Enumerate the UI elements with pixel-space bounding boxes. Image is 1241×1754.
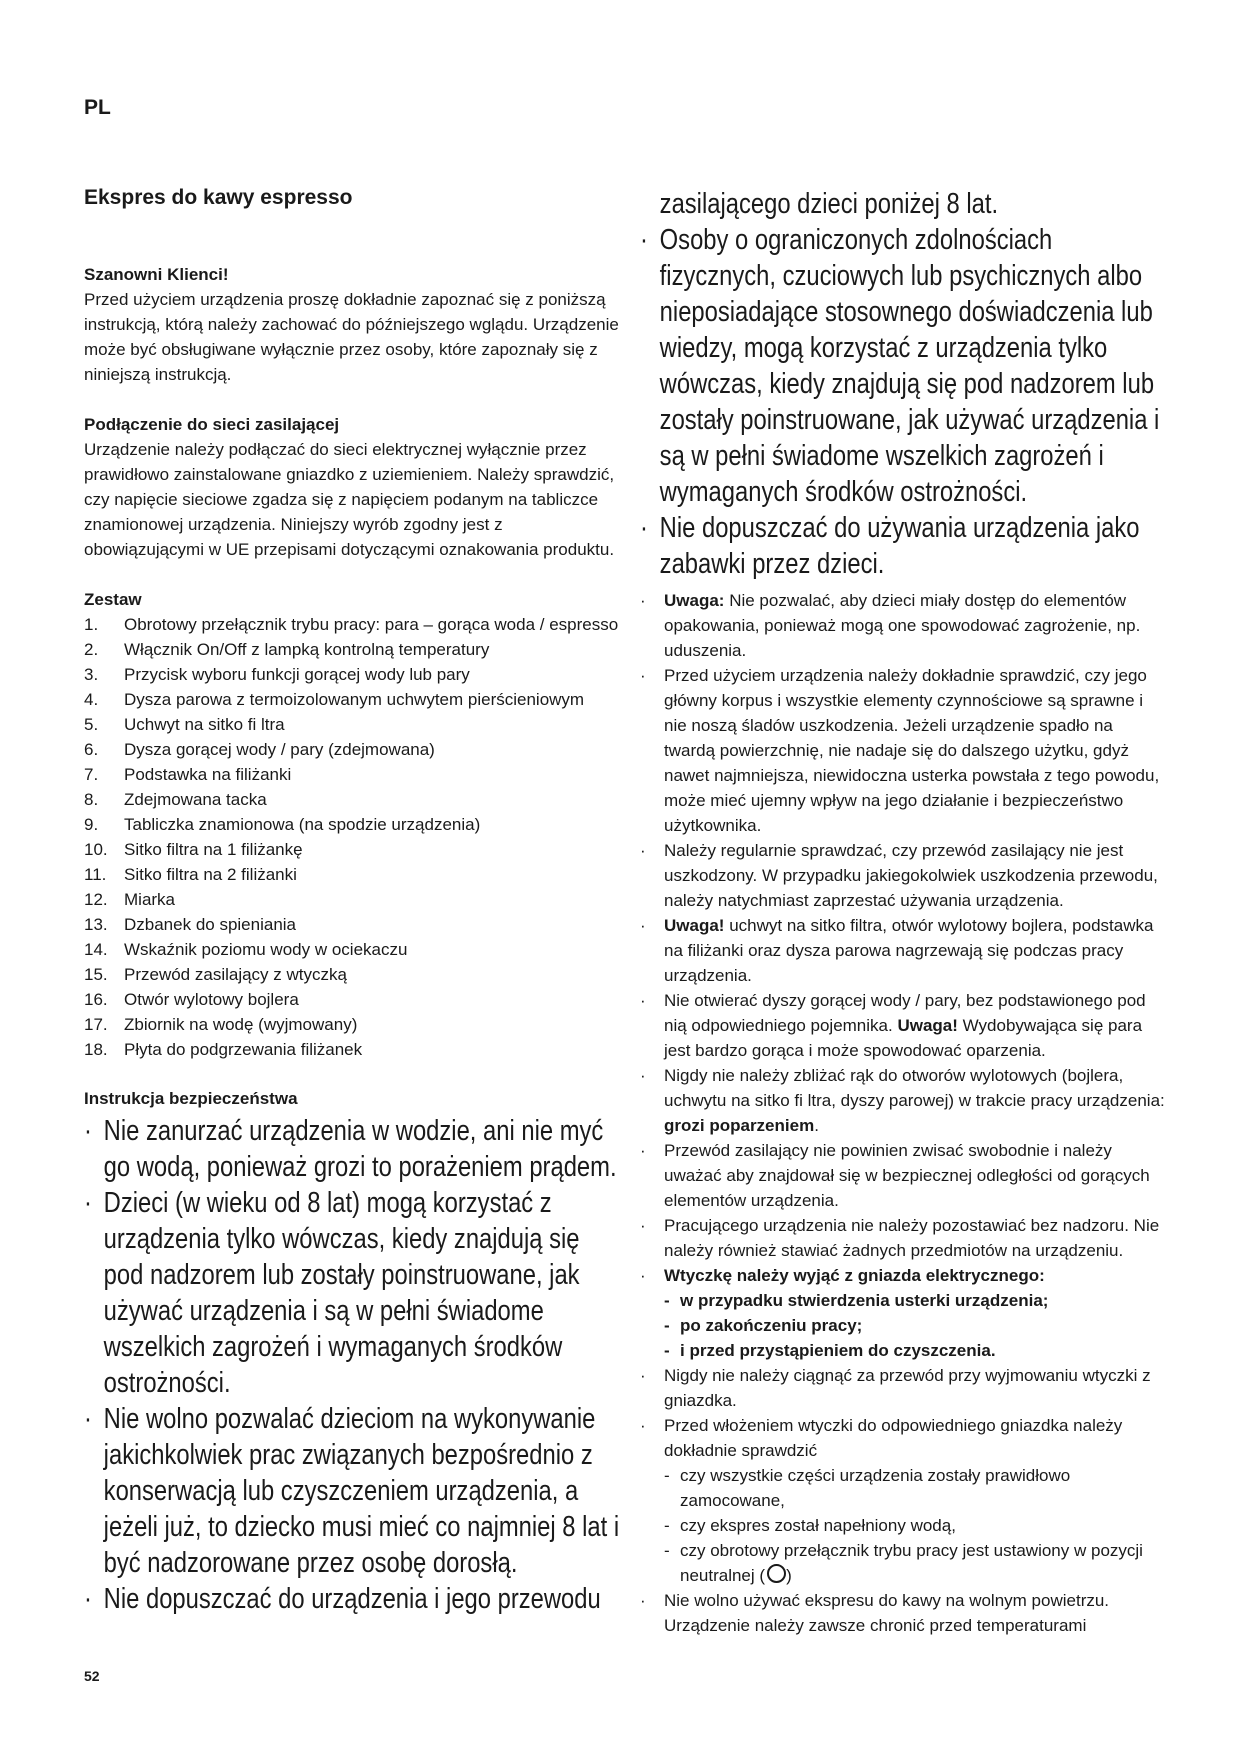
safety-list-left [84,1113,624,1617]
list-item: · Należy regularnie sprawdzać, czy przewód zasilający nie jest uszkodzony. W przypadku jakiegokolwiek uszkodzenia przewodu, należy natychmiast zaprzestać używania urządzenia. [640,841,1158,910]
kit-item-number: 17. [84,1015,108,1034]
safety-small-list [640,588,1165,1638]
left-column [84,186,624,1617]
kit-item [84,837,624,862]
sub-item: - czy wszystkie części urządzenia zostały prawidłowo zamocowane, [664,1466,1071,1510]
kit-item [84,662,624,687]
list-item: · Nie wolno używać ekspresu do kawy na wolnym powietrzu. Urządzenie należy zawsze chronić przed temperaturami [640,1591,1110,1635]
power-text: Urządzenie należy podłączać do sieci elektrycznej wyłącznie przez prawidłowo zainstalowane gniazdko z uziemieniem. Należy sprawdzić, czy napięcie sieciowe zgadza się z napięciem podanym na tabliczce znamionowej urządzenia. Niniejszy wyrób zgodny jest z obowiązującymi w UE przepisami dotyczącymi oznakowania produktu. [84,440,615,559]
language-code: PL [84,96,111,119]
kit-item-text: Wskaźnik poziomu wody w ociekaczu [124,940,408,959]
list-item: · Nigdy nie należy zbliżać rąk do otworów wylotowych (bojlera, uchwytu na sitko fi ltra, dyszy parowej) w trakcie pracy urządzenia: grozi poparzeniem. [640,1066,1165,1135]
kit-item-number: 18. [84,1040,108,1059]
kit-item-number: 13. [84,915,108,934]
kit-section [84,587,624,1062]
safety-item [640,510,1165,582]
kit-item-text: Sitko filtra na 1 filiżankę [124,840,303,859]
sub-item: - czy obrotowy przełącznik trybu pracy jest ustawiony w pozycji neutralnej ( ) [664,1541,1143,1585]
kit-item-text: Zdejmowana tacka [124,790,267,809]
kit-item [84,987,624,1012]
kit-item-number: 7. [84,765,99,784]
kit-item [84,812,624,837]
kit-item-number: 5. [84,715,99,734]
kit-item-text: Włącznik On/Off z lampką kontrolną temperatury [124,640,490,659]
sub-item: - w przypadku stwierdzenia usterki urządzenia; [664,1291,1049,1310]
kit-item-text: Obrotowy przełącznik trybu pracy: para – gorąca woda / espresso [124,615,619,634]
kit-item-text: Tabliczka znamionowa (na spodzie urządzenia) [124,815,481,834]
safety-heading: Instrukcja bezpieczeństwa [84,1089,298,1108]
safety-item-text: Nie zanurzać urządzenia w wodzie, ani nie myć go wodą, ponieważ grozi to porażeniem prądem. [103,1115,617,1183]
safety-item [84,1401,624,1581]
bullet-icon: · [640,512,648,544]
bullet-icon: · [84,1583,92,1615]
page-number: 52 [84,1668,100,1684]
kit-item [84,887,624,912]
kit-item-text: Płyta do podgrzewania filiżanek [124,1040,363,1059]
before-plug-sublist [664,1463,1165,1588]
kit-item-text: Uchwyt na sitko fi ltra [124,715,285,734]
kit-item-text: Podstawka na filiżanki [124,765,292,784]
kit-item [84,737,624,762]
kit-item-number: 15. [84,965,108,984]
kit-item-number: 3. [84,665,99,684]
safety-item-text: Nie dopuszczać do urządzenia i jego przewodu [103,1583,601,1615]
kit-item-number: 12. [84,890,108,909]
kit-item [84,937,624,962]
list-item: · Nie otwierać dyszy gorącej wody / pary, bez podstawionego pod nią odpowiedniego pojemnika. Uwaga! Wydobywająca się para jest bardzo gorąca i może spowodować oparzenia. [640,991,1146,1060]
right-column [640,186,1165,1638]
kit-item [84,712,624,737]
safety-list-right [640,222,1165,582]
document-title: Ekspres do kawy espresso [84,186,353,209]
greeting-text: Przed użyciem urządzenia proszę dokładnie zapoznać się z poniższą instrukcją, którą należy zachować do późniejszego wglądu. Urządzenie może być obsługiwane wyłącznie przez osoby, które zapoznały się z niniejszą instrukcją. [84,290,619,384]
unplug-sublist [664,1288,1165,1363]
bullet-icon: · [640,224,648,256]
kit-item [84,1012,624,1037]
kit-item-number: 16. [84,990,108,1009]
kit-item-number: 6. [84,740,99,759]
list-item: · Przed użyciem urządzenia należy dokładnie sprawdzić, czy jego główny korpus i wszystkie elementy czynnościowe są sprawne i nie noszą śladów uszkodzenia. Jeżeli urządzenie spadło na twardą powierzchnię, nie nadaje się do dalszego użytku, gdyż nawet najmniejsza, niewidoczna usterka powstała z tego powodu, może mieć ujemny wpływ na jego działanie i bezpieczeństwo użytkownika. [640,666,1160,835]
list-item: · Pracującego urządzenia nie należy pozostawiać bez nadzoru. Nie należy również stawiać żadnych przedmiotów na urządzeniu. [640,1216,1160,1260]
safety-item [84,1581,624,1617]
kit-item [84,1037,624,1062]
power-heading: Podłączenie do sieci zasilającej [84,415,340,434]
list-item: · Przewód zasilający nie powinien zwisać swobodnie i należy uważać aby znajdował się w bezpiecznej odległości od gorących elementów urządzenia. [640,1141,1150,1210]
list-item: · Przed włożeniem wtyczki do odpowiedniego gniazdka należy dokładnie sprawdzić - czy wszystkie części urządzenia zostały prawidłowo zamocowane, - czy ekspres został napełniony wodą, - czy obrotowy przełącznik trybu pracy jest ustawiony w pozycji neutralnej ( ) [640,1413,1165,1588]
kit-item-number: 9. [84,815,99,834]
kit-item-text: Dysza gorącej wody / pary (zdejmowana) [124,740,435,759]
kit-item-number: 11. [84,865,107,884]
kit-item-number: 14. [84,940,108,959]
safety-item [84,1185,624,1401]
bullet-icon: · [84,1187,92,1219]
greeting-section [84,262,624,387]
sub-item: - po zakończeniu pracy; [664,1316,863,1335]
kit-item-text: Sitko filtra na 2 filiżanki [124,865,297,884]
kit-item-text: Zbiornik na wodę (wyjmowany) [124,1015,358,1034]
safety-item [640,222,1165,510]
list-item: · Wtyczkę należy wyjąć z gniazda elektrycznego: - w przypadku stwierdzenia usterki urządzenia; - po zakończeniu pracy; - i przed przystąpieniem do czyszczenia. [640,1263,1165,1363]
power-neutral-icon [767,1564,786,1583]
kit-item [84,687,624,712]
safety-item-text: Nie dopuszczać do używania urządzenia jako zabawki przez dzieci. [659,512,1140,580]
list-item: · Uwaga: Nie pozwalać, aby dzieci miały dostęp do elementów opakowania, ponieważ mogą one spowodować zagrożenie, np. uduszenia. [640,591,1141,660]
kit-item-text: Dzbanek do spieniania [124,915,297,934]
kit-item-number: 1. [84,615,99,634]
kit-item [84,762,624,787]
safety-item [84,1113,624,1185]
sub-item: - i przed przystąpieniem do czyszczenia. [664,1341,996,1360]
kit-item [84,637,624,662]
list-item: · Uwaga! uchwyt na sitko filtra, otwór wylotowy bojlera, podstawka na filiżanki oraz dysza parowa nagrzewają się podczas pracy urządzenia. [640,916,1154,985]
kit-item-text: Przycisk wyboru funkcji gorącej wody lub pary [124,665,470,684]
greeting-heading: Szanowni Klienci! [84,265,229,284]
safety-continuation: zasilającego dzieci poniżej 8 lat. [659,188,999,220]
kit-item-text: Miarka [124,890,176,909]
kit-item-text: Dysza parowa z termoizolowanym uchwytem pierścieniowym [124,690,585,709]
kit-item [84,612,624,637]
kit-item [84,862,624,887]
kit-list [84,612,624,1062]
kit-item-number: 2. [84,640,99,659]
kit-item-number: 4. [84,690,99,709]
power-section [84,412,624,562]
bullet-icon: · [84,1403,92,1435]
kit-item [84,787,624,812]
safety-item-text: Nie wolno pozwalać dzieciom na wykonywanie jakichkolwiek prac związanych bezpośrednio z konserwacją lub czyszczeniem urządzenia, a jeżeli już, to dziecko musi mieć co najmniej 8 lat i być nadzorowane przez osobę dorosłą. [103,1403,620,1579]
kit-item [84,912,624,937]
list-item: · Nigdy nie należy ciągnąć za przewód przy wyjmowaniu wtyczki z gniazdka. [640,1366,1151,1410]
sub-item: - czy ekspres został napełniony wodą, [664,1516,956,1535]
kit-item-number: 8. [84,790,99,809]
kit-item-number: 10. [84,840,108,859]
kit-item-text: Otwór wylotowy bojlera [124,990,299,1009]
safety-item-text: Dzieci (w wieku od 8 lat) mogą korzystać z urządzenia tylko wówczas, kiedy znajdują się pod nadzorem lub zostały poinstruowane, jak używać urządzenia i są w pełni świadome wszelkich zagrożeń i wymaganych środków ostrożności. [103,1187,580,1399]
kit-heading: Zestaw [84,590,142,609]
kit-item [84,962,624,987]
safety-item-text: Osoby o ograniczonych zdolnościach fizycznych, czuciowych lub psychicznych albo nieposiadające stosownego doświadczenia lub wiedzy, mogą korzystać z urządzenia tylko wówczas, kiedy znajdują się pod nadzorem lub zostały poinstruowane, jak używać urządzenia i są w pełni świadome wszelkich zagrożeń i wymaganych środków ostrożności. [659,224,1160,508]
kit-item-text: Przewód zasilający z wtyczką [124,965,347,984]
bullet-icon: · [84,1115,92,1147]
